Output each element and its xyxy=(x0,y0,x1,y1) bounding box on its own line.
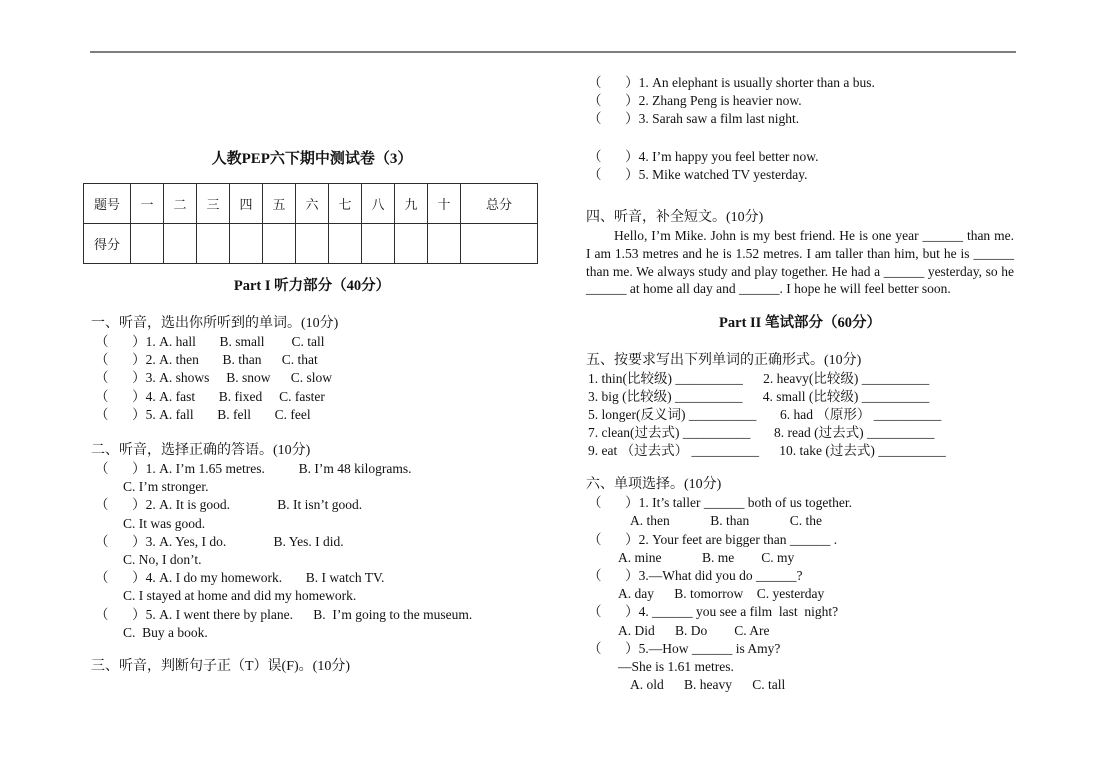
section6-heading: 六、单项选择。(10分) xyxy=(586,477,722,493)
s1-item-3: （ ）3. A. shows B. snow C. slow xyxy=(95,370,333,386)
s2-item-4-option-c: C. I stayed at home and did my homework. xyxy=(123,588,357,604)
score-table-header-cell: 二 xyxy=(164,184,197,224)
s2-item-1: （ ）1. A. I’m 1.65 metres. B. I’m 48 kilograms. xyxy=(95,461,412,477)
s2-item-3: （ ）3. A. Yes, I do. B. Yes. I did. xyxy=(95,533,344,549)
score-table-header-cell: 七 xyxy=(329,184,362,224)
s2-item-1-option-c: C. I’m stronger. xyxy=(123,479,209,495)
score-table-header-cell: 题号 xyxy=(84,184,131,224)
score-table-empty-cell xyxy=(230,224,263,264)
s2-item-5: （ ）5. A. I went there by plane. B. I’m going to the museum. xyxy=(95,606,473,622)
section4-heading: 四、听音，补全短文。(10分) xyxy=(586,210,764,226)
score-table-empty-cell xyxy=(428,224,461,264)
score-table-header-cell: 十 xyxy=(428,184,461,224)
s2-item-4: （ ）4. A. I do my homework. B. I watch TV. xyxy=(95,570,385,586)
part1-heading: Part I 听力部分（40分） xyxy=(233,278,391,294)
score-table-header-cell: 三 xyxy=(197,184,230,224)
score-table-header-row xyxy=(84,184,538,224)
score-table-header-cell: 六 xyxy=(296,184,329,224)
score-table-empty-cell xyxy=(296,224,329,264)
s3-item-5: （ ）5. Mike watched TV yesterday. xyxy=(588,166,808,182)
right-column xyxy=(586,74,1014,694)
s1-item-1: （ ）1. A. hall B. small C. tall xyxy=(95,334,325,349)
s3-item-3: （ ）3. Sarah saw a film last night. xyxy=(588,111,800,127)
s1-item-2: （ ）2. A. then B. than C. that xyxy=(95,352,318,368)
score-table-empty-cell xyxy=(395,224,428,264)
score-table-empty-cell xyxy=(329,224,362,264)
s3-item-4: （ ）4. I’m happy you feel better now. xyxy=(588,148,819,164)
score-row-label: 得分 xyxy=(84,224,131,264)
score-table-empty-cell xyxy=(164,224,197,264)
score-table-empty-cell xyxy=(362,224,395,264)
s2-item-2-option-c: C. It was good. xyxy=(123,515,206,531)
section3-heading: 三、听音，判断句子正（T）误(F)。(10分) xyxy=(91,659,350,675)
s5-row-4: 7. clean(过去式) __________ 8. read (过去式) __________ xyxy=(588,425,935,441)
score-table-header-cell: 一 xyxy=(131,184,164,224)
s3-item-1: （ ）1. An elephant is usually shorter than a bus. xyxy=(588,75,875,90)
s6-item-1-options: A. then B. than C. the xyxy=(630,513,822,529)
s5-row-3: 5. longer(反义词) __________ 6. had （原形） __________ xyxy=(588,407,942,423)
s6-item-3-options: A. day B. tomorrow C. yesterday xyxy=(618,586,825,602)
s2-item-3-option-c: C. No, I don’t. xyxy=(123,552,202,568)
score-table-empty-cell xyxy=(197,224,230,264)
section5-heading: 五、按要求写出下列单词的正确形式。(10分) xyxy=(586,353,862,369)
s6-item-5-options: A. old B. heavy C. tall xyxy=(630,677,786,693)
s6-item-3: （ ）3.—What did you do ______? xyxy=(588,568,803,584)
s6-item-2-options: A. mine B. me C. my xyxy=(618,549,795,565)
s6-item-5-answer-line: —She is 1.61 metres. xyxy=(618,659,734,675)
s5-row-2: 3. big (比较级) __________ 4. small (比较级) __________ xyxy=(588,389,930,405)
section1-heading: 一、听音，选出你所听到的单词。(10分) xyxy=(91,316,339,331)
s3-item-2: （ ）2. Zhang Peng is heavier now. xyxy=(588,93,802,109)
score-table-empty-cell xyxy=(461,224,538,264)
left-column xyxy=(83,150,541,676)
part2-heading: Part II 笔试部分（60分） xyxy=(719,315,881,332)
header-rule xyxy=(90,51,1016,53)
s1-item-5: （ ）5. A. fall B. fell C. feel xyxy=(95,406,311,422)
s6-item-2: （ ）2. Your feet are bigger than ______ . xyxy=(588,531,838,547)
score-table-header-cell: 总分 xyxy=(461,184,538,224)
score-table-score-row xyxy=(84,224,538,264)
score-table-empty-cell xyxy=(131,224,164,264)
s5-row-5: 9. eat （过去式） __________ 10. take (过去式) __________ xyxy=(588,443,946,459)
score-table-header-cell: 五 xyxy=(263,184,296,224)
s6-item-1: （ ）1. It’s taller ______ both of us together. xyxy=(588,495,852,511)
s2-item-2: （ ）2. A. It is good. B. It isn’t good. xyxy=(95,497,363,513)
score-table xyxy=(83,183,538,264)
score-table-empty-cell xyxy=(263,224,296,264)
paper-title: 人教PEP六下期中测试卷（3） xyxy=(211,151,413,167)
s2-item-5-option-c: C. Buy a book. xyxy=(123,624,208,640)
s6-item-4: （ ）4. ______ you see a film last night? xyxy=(588,604,839,620)
s5-row-1: 1. thin(比较级) __________ 2. heavy(比较级) __________ xyxy=(588,371,930,387)
s6-item-4-options: A. Did B. Do C. Are xyxy=(618,622,770,638)
score-table-header-cell: 四 xyxy=(230,184,263,224)
s1-item-4: （ ）4. A. fast B. fixed C. faster xyxy=(95,388,325,404)
score-table-header-cell: 八 xyxy=(362,184,395,224)
score-table-header-cell: 九 xyxy=(395,184,428,224)
section4-passage: Hello, I’m Mike. John is my best friend. He is one year ______ than me. I am 1.53 metres and he is 1.52 metres. I am taller than him, but he is ______ than me. We always study and play together. He had a ______ yesterday, so he ______ at home all day and ______. I hope he will feel better soon. xyxy=(586,228,1014,297)
s6-item-5: （ ）5.—How ______ is Amy? xyxy=(588,640,781,656)
section2-heading: 二、听音，选择正确的答语。(10分) xyxy=(91,443,311,459)
